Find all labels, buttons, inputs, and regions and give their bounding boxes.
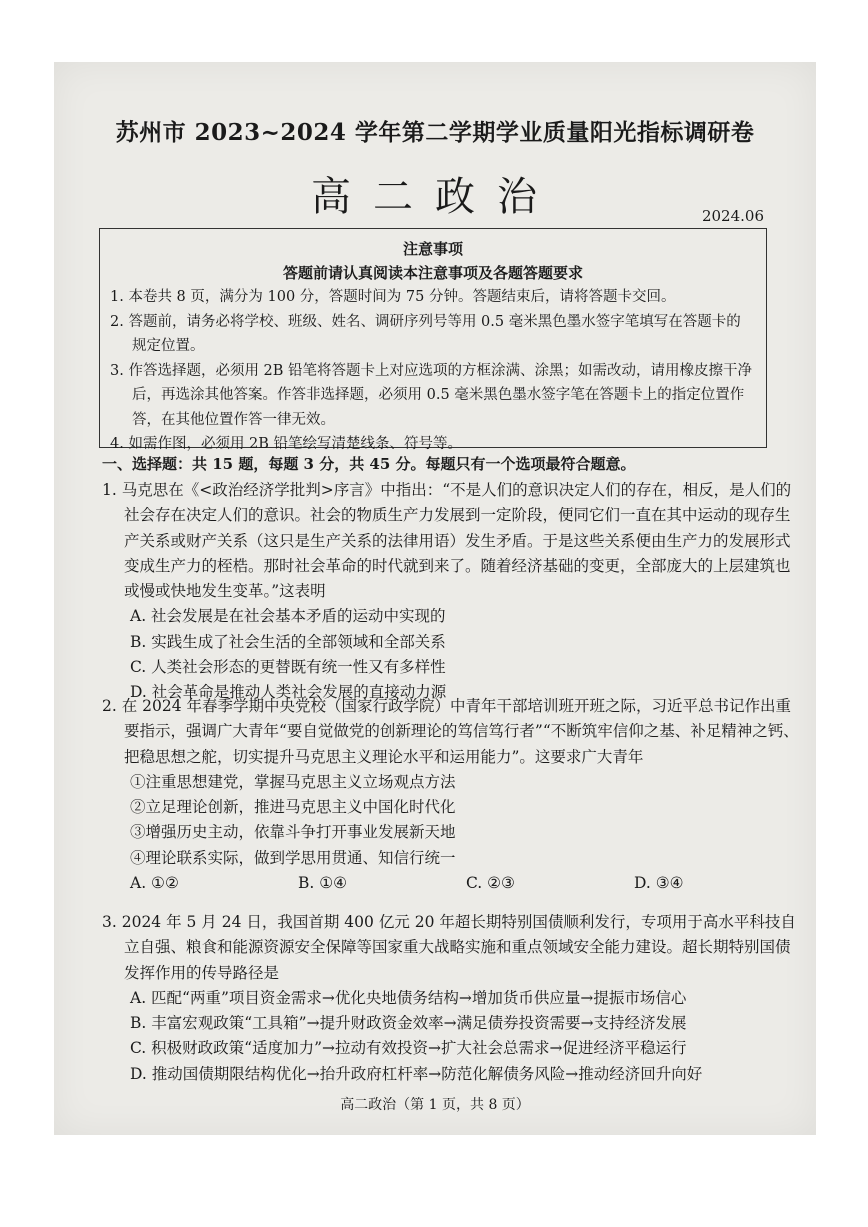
option-d: D. ③④ <box>634 874 684 893</box>
section-heading: 一、选择题：共 15 题，每题 3 分，共 45 分。每题只有一个选项最符合题意。 <box>102 455 636 473</box>
notice-item: 2. 答题前，请务必将学校、班级、姓名、调研序列号等用 0.5 毫米黑色墨水签字笔填写在答题卡的规定位置。 <box>110 313 741 354</box>
options-row <box>102 871 802 896</box>
question-stem: 3. 2024 年 5 月 24 日，我国首期 400 亿元 20 年超长期特别国债顺利发行，专项用于高水平科技自立自强、粮食和能源资源安全保障等国家重大战略实施和重点领域安全能力建设。超长期特别国债发挥作用的传导路径是 <box>102 913 796 982</box>
option-a: A. 匹配“两重”项目资金需求→优化央地债务结构→增加货币供应量→提振市场信心 <box>130 988 687 1007</box>
notice-item: 3. 作答选择题，必须用 2B 铅笔将答题卡上对应选项的方框涂满、涂黑；如需改动，请用橡皮擦干净后，再选涂其他答案。作答非选择题，必须用 0.5 毫米黑色墨水签字笔在答题卡上的指定位置作答，在其他位置作答一律无效。 <box>110 362 753 428</box>
question-3 <box>102 910 802 1087</box>
option-b: B. ①④ <box>298 874 348 893</box>
notice-box <box>99 228 767 452</box>
statement-4: ④理论联系实际，做到学思用贯通、知信行统一 <box>130 848 456 867</box>
option-b: B. 实践生成了社会生活的全部领域和全部关系 <box>130 632 446 651</box>
question-1 <box>102 478 802 706</box>
option-c: C. 人类社会形态的更替既有统一性又有多样性 <box>130 658 446 677</box>
option-a: A. 社会发展是在社会基本矛盾的运动中实现的 <box>130 607 446 626</box>
notice-heading: 注意事项 <box>402 240 463 258</box>
option-a: A. ①② <box>130 874 179 893</box>
notice-list <box>100 285 766 457</box>
option-c: C. ②③ <box>466 874 515 893</box>
question-stem: 1. 马克思在《<政治经济学批判>序言》中指出：“不是人们的意识决定人们的存在，相反，是人们的社会存在决定人们的意识。社会的物质生产力发展到一定阶段，便同它们一直在其中运动的现存生产关系或财产关系（这只是生产关系的法律用语）发生矛盾。于是这些关系便由生产力的发展形式变成生产力的桎梏。那时社会革命的时代就到来了。随着经济基础的变更，全部庞大的上层建筑也或慢或快地发生变革。”这表明 <box>102 481 792 601</box>
notice-item: 4. 如需作图，必须用 2B 铅笔绘写清楚线条、符号等。 <box>110 436 463 452</box>
question-2 <box>102 694 802 896</box>
statement-1: ①注重思想建党，掌握马克思主义立场观点方法 <box>130 772 456 791</box>
option-d: D. 推动国债期限结构优化→抬升政府杠杆率→防范化解债务风险→推动经济回升向好 <box>130 1064 703 1083</box>
subject-title: 高二政治 <box>311 174 559 220</box>
statement-3: ③增强历史主动，依靠斗争打开事业发展新天地 <box>130 823 456 842</box>
notice-subheading: 答题前请认真阅读本注意事项及各题答题要求 <box>282 264 583 282</box>
option-b: B. 丰富宏观政策“工具箱”→提升财政资金效率→满足债券投资需要→支持经济发展 <box>130 1014 687 1033</box>
statement-2: ②立足理论创新，推进马克思主义中国化时代化 <box>130 798 456 817</box>
question-stem: 2. 在 2024 年春季学期中央党校（国家行政学院）中青年干部培训班开班之际，习近平总书记作出重要指示，强调广大青年“要自觉做党的创新理论的笃信笃行者”“不断筑牢信仰之基、补足精神之钙、把稳思想之舵，切实提升马克思主义理论水平和运用能力”。这要求广大青年 <box>102 697 799 766</box>
option-d: D. 社会革命是推动人类社会发展的直接动力源 <box>130 683 447 702</box>
exam-title: 苏州市 2023~2024 学年第二学期学业质量阳光指标调研卷 <box>115 119 755 146</box>
page-footer: 高二政治（第 1 页，共 8 页） <box>340 1097 530 1113</box>
exam-page <box>54 62 816 1135</box>
notice-item: 1. 本卷共 8 页，满分为 100 分，答题时间为 75 分钟。答题结束后，请将答题卡交回。 <box>110 289 676 305</box>
option-c: C. 积极财政政策“适度加力”→拉动有效投资→扩大社会总需求→促进经济平稳运行 <box>130 1039 687 1058</box>
exam-date: 2024.06 <box>701 207 764 225</box>
